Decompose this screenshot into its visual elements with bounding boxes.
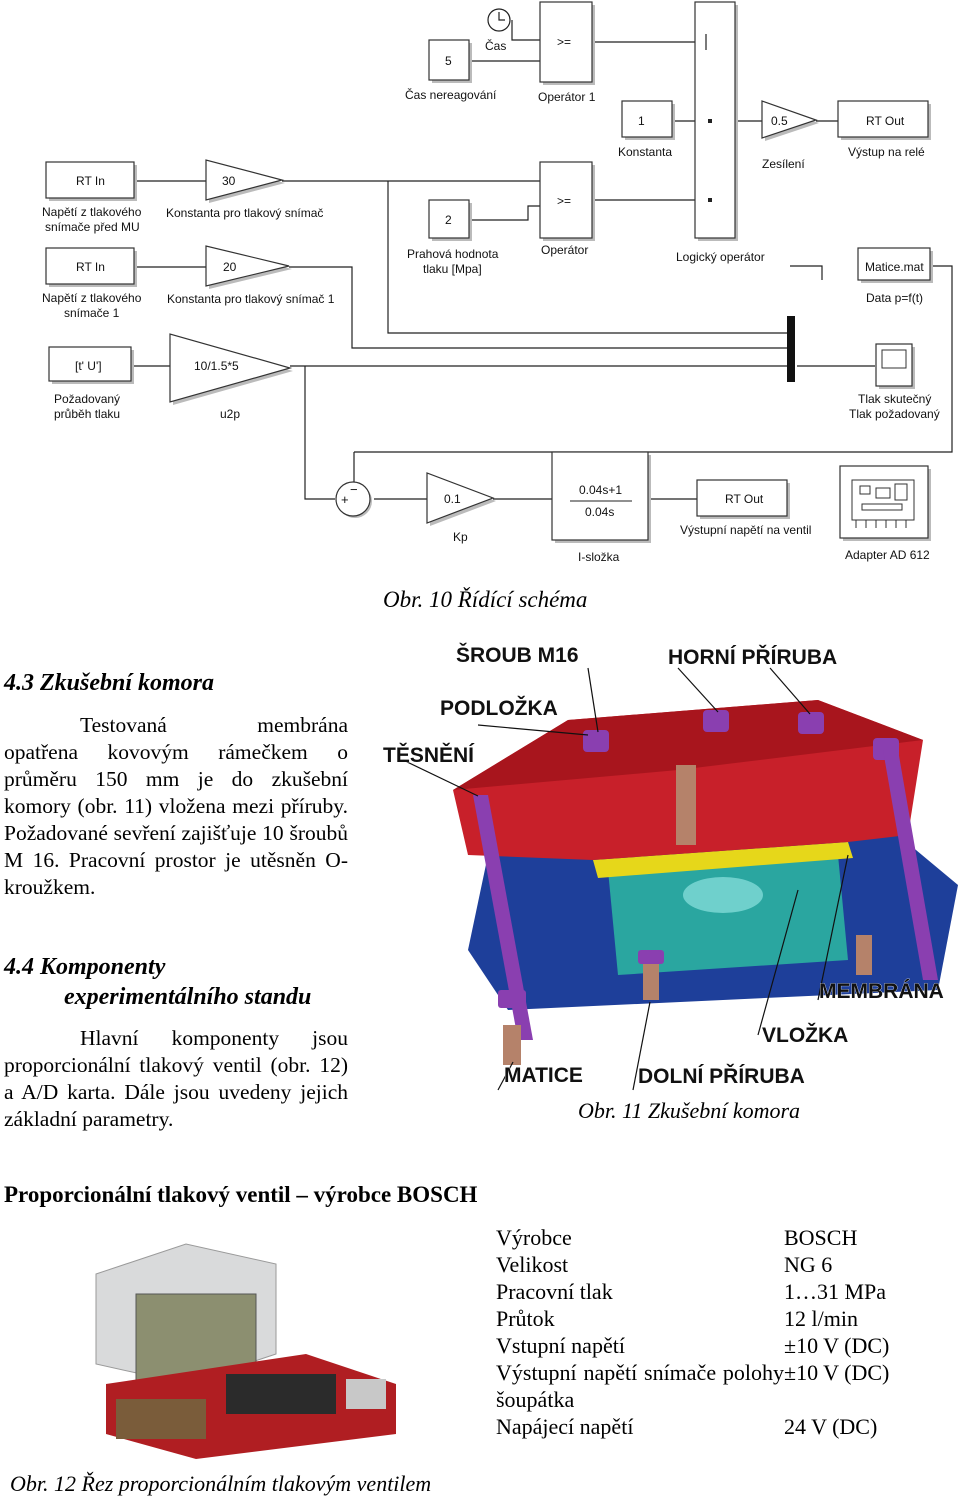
constant-1-label: Konstanta [618, 145, 673, 159]
label-bolt-m16: ŠROUB M16 [456, 644, 579, 667]
param-row: Výstupní napětí snímače polohy šoupátka ±10 V (DC) [496, 1360, 890, 1412]
param-row: Průtok 12 l/min [496, 1306, 858, 1331]
from-workspace-label-1: Požadovaný [54, 392, 121, 406]
label-nut: MATICE [504, 1064, 583, 1087]
rt-in-1-block [42, 162, 142, 234]
param-row: Výrobce BOSCH [496, 1225, 858, 1250]
rt-in-1-value: RT In [76, 174, 105, 188]
operator1-label: Operátor 1 [538, 90, 596, 104]
logic-operator-label: Logický operátor [676, 250, 765, 264]
rt-in-2-value: RT In [76, 260, 105, 274]
from-workspace-label-2: průběh tlaku [54, 407, 121, 421]
gain-u2p-block [170, 334, 293, 421]
gain-05-value: 0.5 [771, 114, 788, 128]
section-4-4-line-1: Hlavní komponenty jsou [80, 1026, 348, 1050]
operator-block [540, 162, 595, 257]
from-workspace-value: [t' U'] [75, 359, 102, 373]
gain-30-label: Konstanta pro tlakový snímač [166, 206, 324, 220]
constant-5-label: Čas nereagování [405, 88, 497, 102]
gain-u2p-label: u2p [220, 407, 241, 421]
kp-label: Kp [453, 530, 468, 544]
rt-in-2-label-2: snímače 1 [64, 306, 120, 320]
gain-20-block [167, 246, 335, 306]
gain-30-value: 30 [222, 174, 236, 188]
label-bottom-flange: DOLNÍ PŘÍRUBA [638, 1065, 805, 1088]
tf-numerator: 0.04s+1 [579, 483, 623, 497]
scope-label-2: Tlak požadovaný [849, 407, 940, 421]
control-schema-diagram [0, 0, 960, 580]
rt-out-relay-label: Výstup na relé [848, 145, 925, 159]
figure-10-caption: Obr. 10 Řídící schéma [383, 587, 588, 612]
tf-denominator: 0.04s [585, 505, 615, 519]
insert-bore-shape [683, 877, 763, 913]
valve-section-title: Proporcionální tlakový ventil – výrobce BOSCH [4, 1182, 478, 1207]
section-4-3-line-1: Testovaná membrána [80, 713, 348, 737]
rt-out-valve-block [680, 480, 811, 537]
constant-1-value: 1 [638, 114, 645, 128]
center-bolt-shape [676, 765, 696, 845]
param-row: Napájecí napětí 24 V (DC) [496, 1414, 878, 1439]
rt-out-valve-label: Výstupní napětí na ventil [680, 523, 812, 537]
gain-05-label: Zesílení [762, 157, 805, 171]
section-4-4-heading [4, 952, 311, 1012]
section-4-3-paragraph [4, 712, 348, 901]
rt-in-1-label-2: snímače před MU [45, 220, 140, 234]
logic-operator-block [676, 2, 765, 264]
gain-30-block [166, 160, 323, 220]
figure-11-caption: Obr. 11 Zkušební komora [578, 1098, 801, 1123]
param-row: Velikost NG 6 [496, 1252, 833, 1277]
rt-out-relay-value: RT Out [866, 114, 905, 128]
operator1-block [538, 2, 596, 104]
to-file-value: Matice.mat [865, 260, 924, 274]
rt-in-2-block [42, 248, 142, 320]
kp-value: 0.1 [444, 492, 461, 506]
section-4-3-heading: 4.3 Zkušební komora [4, 670, 215, 696]
clock-block [485, 9, 510, 53]
label-washer: PODLOŽKA [440, 697, 558, 720]
adapter-block [840, 466, 931, 562]
from-workspace-block [49, 347, 134, 421]
clock-label: Čas [485, 39, 507, 53]
rt-in-1-label-1: Napětí z tlakového [42, 205, 142, 219]
constant-2-label-2: tlaku [Mpa] [423, 262, 482, 276]
scope-label-1: Tlak skutečný [858, 392, 932, 406]
sum-block [336, 482, 372, 518]
gain-20-value: 20 [223, 260, 237, 274]
constant-2-block [407, 200, 499, 276]
i-component-label: I-složka [578, 550, 620, 564]
rt-in-2-label-1: Napětí z tlakového [42, 291, 142, 305]
rt-out-relay-block [838, 101, 931, 159]
sum-minus-sign: − [350, 482, 358, 497]
section-4-4-text: proporcionální tlakový ventil (obr. 12) a A/D karta. Dále jsou uvedeny jejich základní parametry. [4, 1053, 348, 1131]
figure-12-caption: Obr. 12 Řez proporcionálním tlakovým ventilem [10, 1471, 432, 1496]
label-top-flange: HORNÍ PŘÍRUBA [668, 646, 838, 669]
section-4-4-heading-line-1: 4.4 Komponenty [4, 954, 166, 980]
constant-2-value: 2 [445, 213, 452, 227]
valve-parameters-table [496, 1224, 889, 1440]
label-seal: TĚSNĚNÍ [383, 744, 475, 767]
constant-1-block [618, 101, 675, 159]
test-chamber-illustration [378, 630, 960, 1100]
operator-label: Operátor [541, 243, 589, 257]
adapter-label: Adapter AD 612 [845, 548, 930, 562]
constant-2-label-1: Prahová hodnota [407, 247, 499, 261]
gain-20-label: Konstanta pro tlakový snímač 1 [167, 292, 335, 306]
section-4-4-heading-line-2: experimentálního standu [64, 984, 312, 1010]
mux-block [787, 316, 795, 382]
to-file-block [858, 248, 933, 305]
i-component-block [552, 452, 651, 564]
gain-05-block [762, 101, 819, 171]
label-insert: VLOŽKA [762, 1024, 849, 1047]
scope-block [849, 344, 940, 421]
sum-plus-sign: + [341, 492, 349, 507]
section-4-3-text: opatřena kovovým rámečkem o průměru 150 mm je do zkušební komory (obr. 11) vložena mezi příruby. Požadované sevření zajišťuje 10 šroubů M 16. Pracovní prostor je utěsněn O-kroužkem. [4, 740, 348, 899]
param-row: Pracovní tlak 1…31 MPa [496, 1279, 887, 1304]
constant-5-value: 5 [445, 54, 452, 68]
valve-cutaway-illustration [76, 1234, 400, 1460]
rt-out-valve-value: RT Out [725, 492, 764, 506]
section-4-4-paragraph [4, 1025, 348, 1133]
kp-block [427, 473, 496, 544]
gain-u2p-value: 10/1.5*5 [194, 359, 239, 373]
label-membrane: MEMBRÁNA [819, 980, 944, 1003]
constant-5-block [405, 40, 497, 102]
to-file-label: Data p=f(t) [866, 291, 924, 305]
param-row: Vstupní napětí ±10 V (DC) [496, 1333, 890, 1358]
operator1-symbol: >= [557, 35, 572, 49]
operator-symbol: >= [557, 194, 572, 208]
